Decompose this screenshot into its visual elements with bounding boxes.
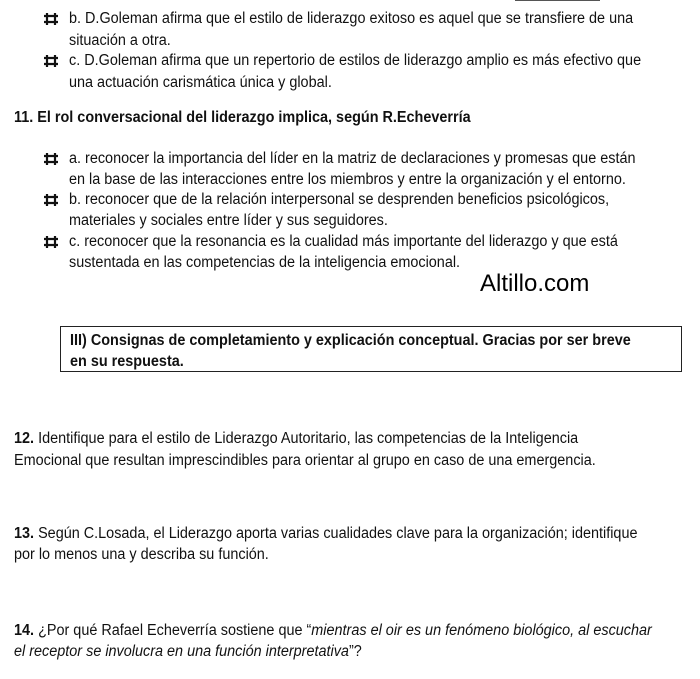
q12-line2: Emocional que resultan imprescindibles para orientar al grupo en caso de una emergencia. bbox=[14, 452, 596, 469]
q13-text-line1: Según C.Losada, el Liderazgo aporta varias cualidades clave para la organización; identifique bbox=[38, 525, 638, 542]
q10-option-c-line2: una actuación carismática única y global. bbox=[69, 74, 332, 91]
watermark: Altillo.com bbox=[480, 270, 590, 297]
q14-quote-line1: mientras el oir es un fenómeno biológico, al escuchar bbox=[311, 622, 652, 639]
q14-number: 14. bbox=[14, 622, 35, 639]
q11-option-b-line1: b. reconocer que de la relación interpersonal se desprenden beneficios psicológicos, bbox=[69, 191, 610, 208]
top-rule bbox=[515, 0, 600, 1]
q10-option-b-line1: b. D.Goleman afirma que el estilo de liderazgo exitoso es aquel que se transfiere de una bbox=[69, 10, 634, 27]
section-header-text bbox=[70, 330, 675, 372]
q14-quote-line2: el receptor se involucra en una función interpretativa bbox=[14, 643, 349, 660]
q13-line2: por lo menos una y describa su función. bbox=[14, 546, 269, 563]
q14-text-start: ¿Por qué Rafael Echeverría sostiene que “ bbox=[38, 622, 312, 639]
q12-text-line1: Identifique para el estilo de Liderazgo Autoritario, las competencias de la Inteligencia bbox=[38, 430, 579, 447]
q12-line1 bbox=[14, 428, 693, 449]
section-header-line1: III) Consignas de completamiento y explicación conceptual. Gracias por ser breve bbox=[70, 332, 631, 349]
bullet-icon bbox=[44, 152, 58, 166]
q14-text-end: ”? bbox=[348, 643, 362, 660]
q12-number: 12. bbox=[14, 430, 35, 447]
q13-number: 13. bbox=[14, 525, 35, 542]
bullet-icon bbox=[44, 54, 58, 68]
section-header-box bbox=[60, 326, 682, 372]
q13-line1 bbox=[14, 523, 637, 544]
section-header-line2: en su respuesta. bbox=[70, 353, 184, 370]
q14-line1 bbox=[14, 620, 652, 641]
q11-option-c-line2: sustentada en las competencias de la inteligencia emocional. bbox=[69, 254, 461, 271]
q14-line2 bbox=[14, 641, 362, 662]
q10-option-c-line1: c. D.Goleman afirma que un repertorio de estilos de liderazgo amplio es más efectivo que bbox=[69, 52, 642, 69]
q11-option-a-line1: a. reconocer la importancia del líder en la matriz de declaraciones y promesas que están bbox=[69, 150, 636, 167]
q10-option-b-line2: situación a otra. bbox=[69, 32, 171, 49]
bullet-icon bbox=[44, 235, 58, 249]
q11-option-c-line1: c. reconocer que la resonancia es la cualidad más importante del liderazgo y que está bbox=[69, 233, 618, 250]
bullet-icon bbox=[44, 193, 58, 207]
bullet-icon bbox=[44, 12, 58, 26]
q11-option-b-line2: materiales y sociales entre líder y sus seguidores. bbox=[69, 212, 388, 229]
q11-option-a-line2: en la base de las interacciones entre los miembros y entre la organización y el entorno. bbox=[69, 171, 626, 188]
q11-title: 11. El rol conversacional del liderazgo implica, según R.Echeverría bbox=[14, 109, 471, 126]
